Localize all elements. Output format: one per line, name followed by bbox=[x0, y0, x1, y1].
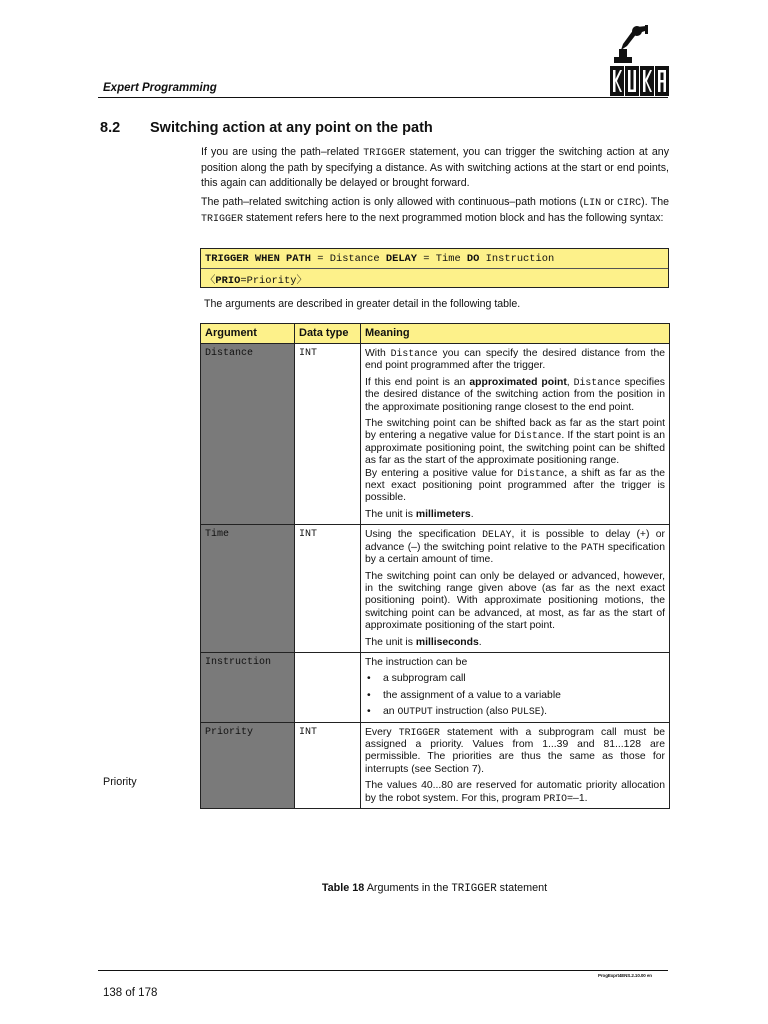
meaning-paragraph: The values 40...80 are reserved for automatic priority allocation by the robot system. For this, program PRIO=–1. bbox=[365, 780, 665, 804]
bullet-item: • the assignment of a value to a variable bbox=[365, 690, 665, 702]
syntax-line-2: 〈PRIO=Priority〉 bbox=[205, 275, 307, 287]
table-row bbox=[201, 652, 670, 722]
running-header-title: Expert Programming bbox=[103, 82, 217, 94]
section-title: Switching action at any point on the path bbox=[150, 120, 433, 136]
table-header-row bbox=[201, 324, 670, 344]
meaning-paragraph: With Distance you can specify the desired distance from the end point programmed after the trigger. bbox=[365, 348, 665, 372]
table-row bbox=[201, 525, 670, 653]
footer-rule bbox=[98, 970, 668, 971]
header-rule bbox=[98, 97, 668, 98]
code-token: LIN bbox=[583, 198, 602, 209]
data-type-cell: INT bbox=[295, 525, 361, 653]
section-number: 8.2 bbox=[100, 120, 121, 136]
meaning-paragraph: If this end point is an approximated point, Distance specifies the desired distance of the switching action from the position in the approximate positioning range closest to the end point. bbox=[365, 376, 665, 413]
meaning-paragraph: The unit is millimeters. bbox=[365, 508, 474, 520]
syntax-intro-paragraph: The path–related switching action is only allowed with continuous–path motions (LIN or CIRC). The TRIGGER statement refers here to the next programmed motion block and has the following syntax: bbox=[201, 196, 669, 225]
argument-cell: Distance bbox=[201, 344, 295, 525]
meaning-paragraph: The switching point can be shifted back as far as the start point by entering a negative value for Distance. If the start point is an approximate positioning point, the switching point can be shifted as far as the start of the approximate positioning range. By entering a positive value for Distance, a shift as far as the next exact positioning point programmed after the trigger is possible. bbox=[365, 418, 665, 504]
emphasis-text: TRIGGER WHEN PATH bbox=[205, 253, 312, 265]
table-body bbox=[201, 344, 670, 809]
data-type-cell bbox=[295, 652, 361, 722]
code-token: PRIO bbox=[543, 792, 567, 804]
logo-wordmark bbox=[610, 66, 669, 96]
bullet-item: • a subprogram call bbox=[365, 673, 665, 685]
meaning-paragraph: The instruction can be bbox=[365, 656, 468, 668]
code-token: Distance bbox=[517, 467, 565, 479]
data-type-cell: INT bbox=[295, 722, 361, 808]
meaning-cell bbox=[361, 525, 670, 653]
meaning-cell bbox=[361, 722, 670, 808]
emphasis-text: millimeters bbox=[415, 508, 471, 520]
code-token: TRIGGER bbox=[363, 148, 406, 159]
emphasis-text: Table 18 bbox=[321, 882, 365, 894]
argument-cell: Instruction bbox=[201, 652, 295, 722]
margin-note-priority: Priority bbox=[103, 776, 137, 788]
table-caption: Table 18 Arguments in the TRIGGER statement bbox=[321, 882, 548, 895]
code-token: OUTPUT bbox=[397, 706, 433, 718]
meaning-paragraph: Every TRIGGER statement with a subprogram call must be assigned a priority. Values from 1...39 and 81...128 are permissible. The priorities are thus the same as those for interrupts (see Section 7). bbox=[365, 726, 666, 775]
code-token: Distance bbox=[514, 430, 562, 442]
code-token: TRIGGER bbox=[451, 883, 497, 895]
meaning-paragraph: The switching point can only be delayed or advanced, however, in the switching range given above (as far as the next exact positioning point). With approximate positioning motions, the switching point can be advanced, at most, as far as the start of approximate positioning of the start point. bbox=[365, 570, 665, 632]
emphasis-text: milliseconds bbox=[415, 636, 479, 648]
kuka-logo-icon bbox=[608, 22, 670, 98]
trigger-syntax-box bbox=[200, 248, 669, 288]
syntax-line-1: TRIGGER WHEN PATH = Distance DELAY = Time DO Instruction bbox=[205, 253, 555, 265]
table-row bbox=[201, 722, 670, 808]
page-number: 138 of 178 bbox=[103, 987, 158, 999]
header-data-type: Data type bbox=[295, 324, 361, 344]
header-meaning: Meaning bbox=[361, 324, 670, 344]
code-token: TRIGGER bbox=[398, 726, 440, 738]
code-token: PULSE bbox=[511, 706, 541, 718]
code-token: DELAY bbox=[482, 529, 512, 541]
arguments-table bbox=[200, 323, 670, 809]
meaning-paragraph: Using the specification DELAY, it is possible to delay (+) or advance (–) the switching point relative to the PATH specification by a certain amount of time. bbox=[365, 529, 665, 566]
emphasis-text: PRIO bbox=[215, 275, 241, 287]
code-token: Distance bbox=[390, 348, 438, 359]
argument-cell: Time bbox=[201, 525, 295, 653]
emphasis-text: DO bbox=[466, 253, 480, 265]
meaning-cell bbox=[361, 652, 670, 722]
emphasis-text: approximated point bbox=[469, 376, 567, 388]
bullet-item: • an OUTPUT instruction (also PULSE). bbox=[365, 706, 665, 718]
code-token: Distance bbox=[573, 376, 621, 388]
footer-document-code: ProgExprt4ENS.2.10.00 en bbox=[598, 973, 652, 978]
code-token: TRIGGER bbox=[201, 214, 244, 225]
header-argument: Argument bbox=[201, 324, 295, 344]
code-token: PATH bbox=[580, 541, 605, 553]
intro-paragraph: If you are using the path–related TRIGGER statement, you can trigger the switching action at any position along the path by specifying a distance. As with switching actions at the start or end points, this again can additionally be delayed or brought forward. bbox=[201, 146, 669, 189]
code-token: CIRC bbox=[617, 198, 642, 209]
syntax-divider bbox=[201, 268, 668, 269]
emphasis-text: DELAY bbox=[385, 253, 418, 265]
meaning-cell bbox=[361, 344, 670, 525]
argument-cell: Priority bbox=[201, 722, 295, 808]
table-intro-paragraph: The arguments are described in greater detail in the following table. bbox=[204, 298, 521, 310]
data-type-cell: INT bbox=[295, 344, 361, 525]
meaning-paragraph: The unit is milliseconds. bbox=[365, 636, 482, 648]
table-row bbox=[201, 344, 670, 525]
